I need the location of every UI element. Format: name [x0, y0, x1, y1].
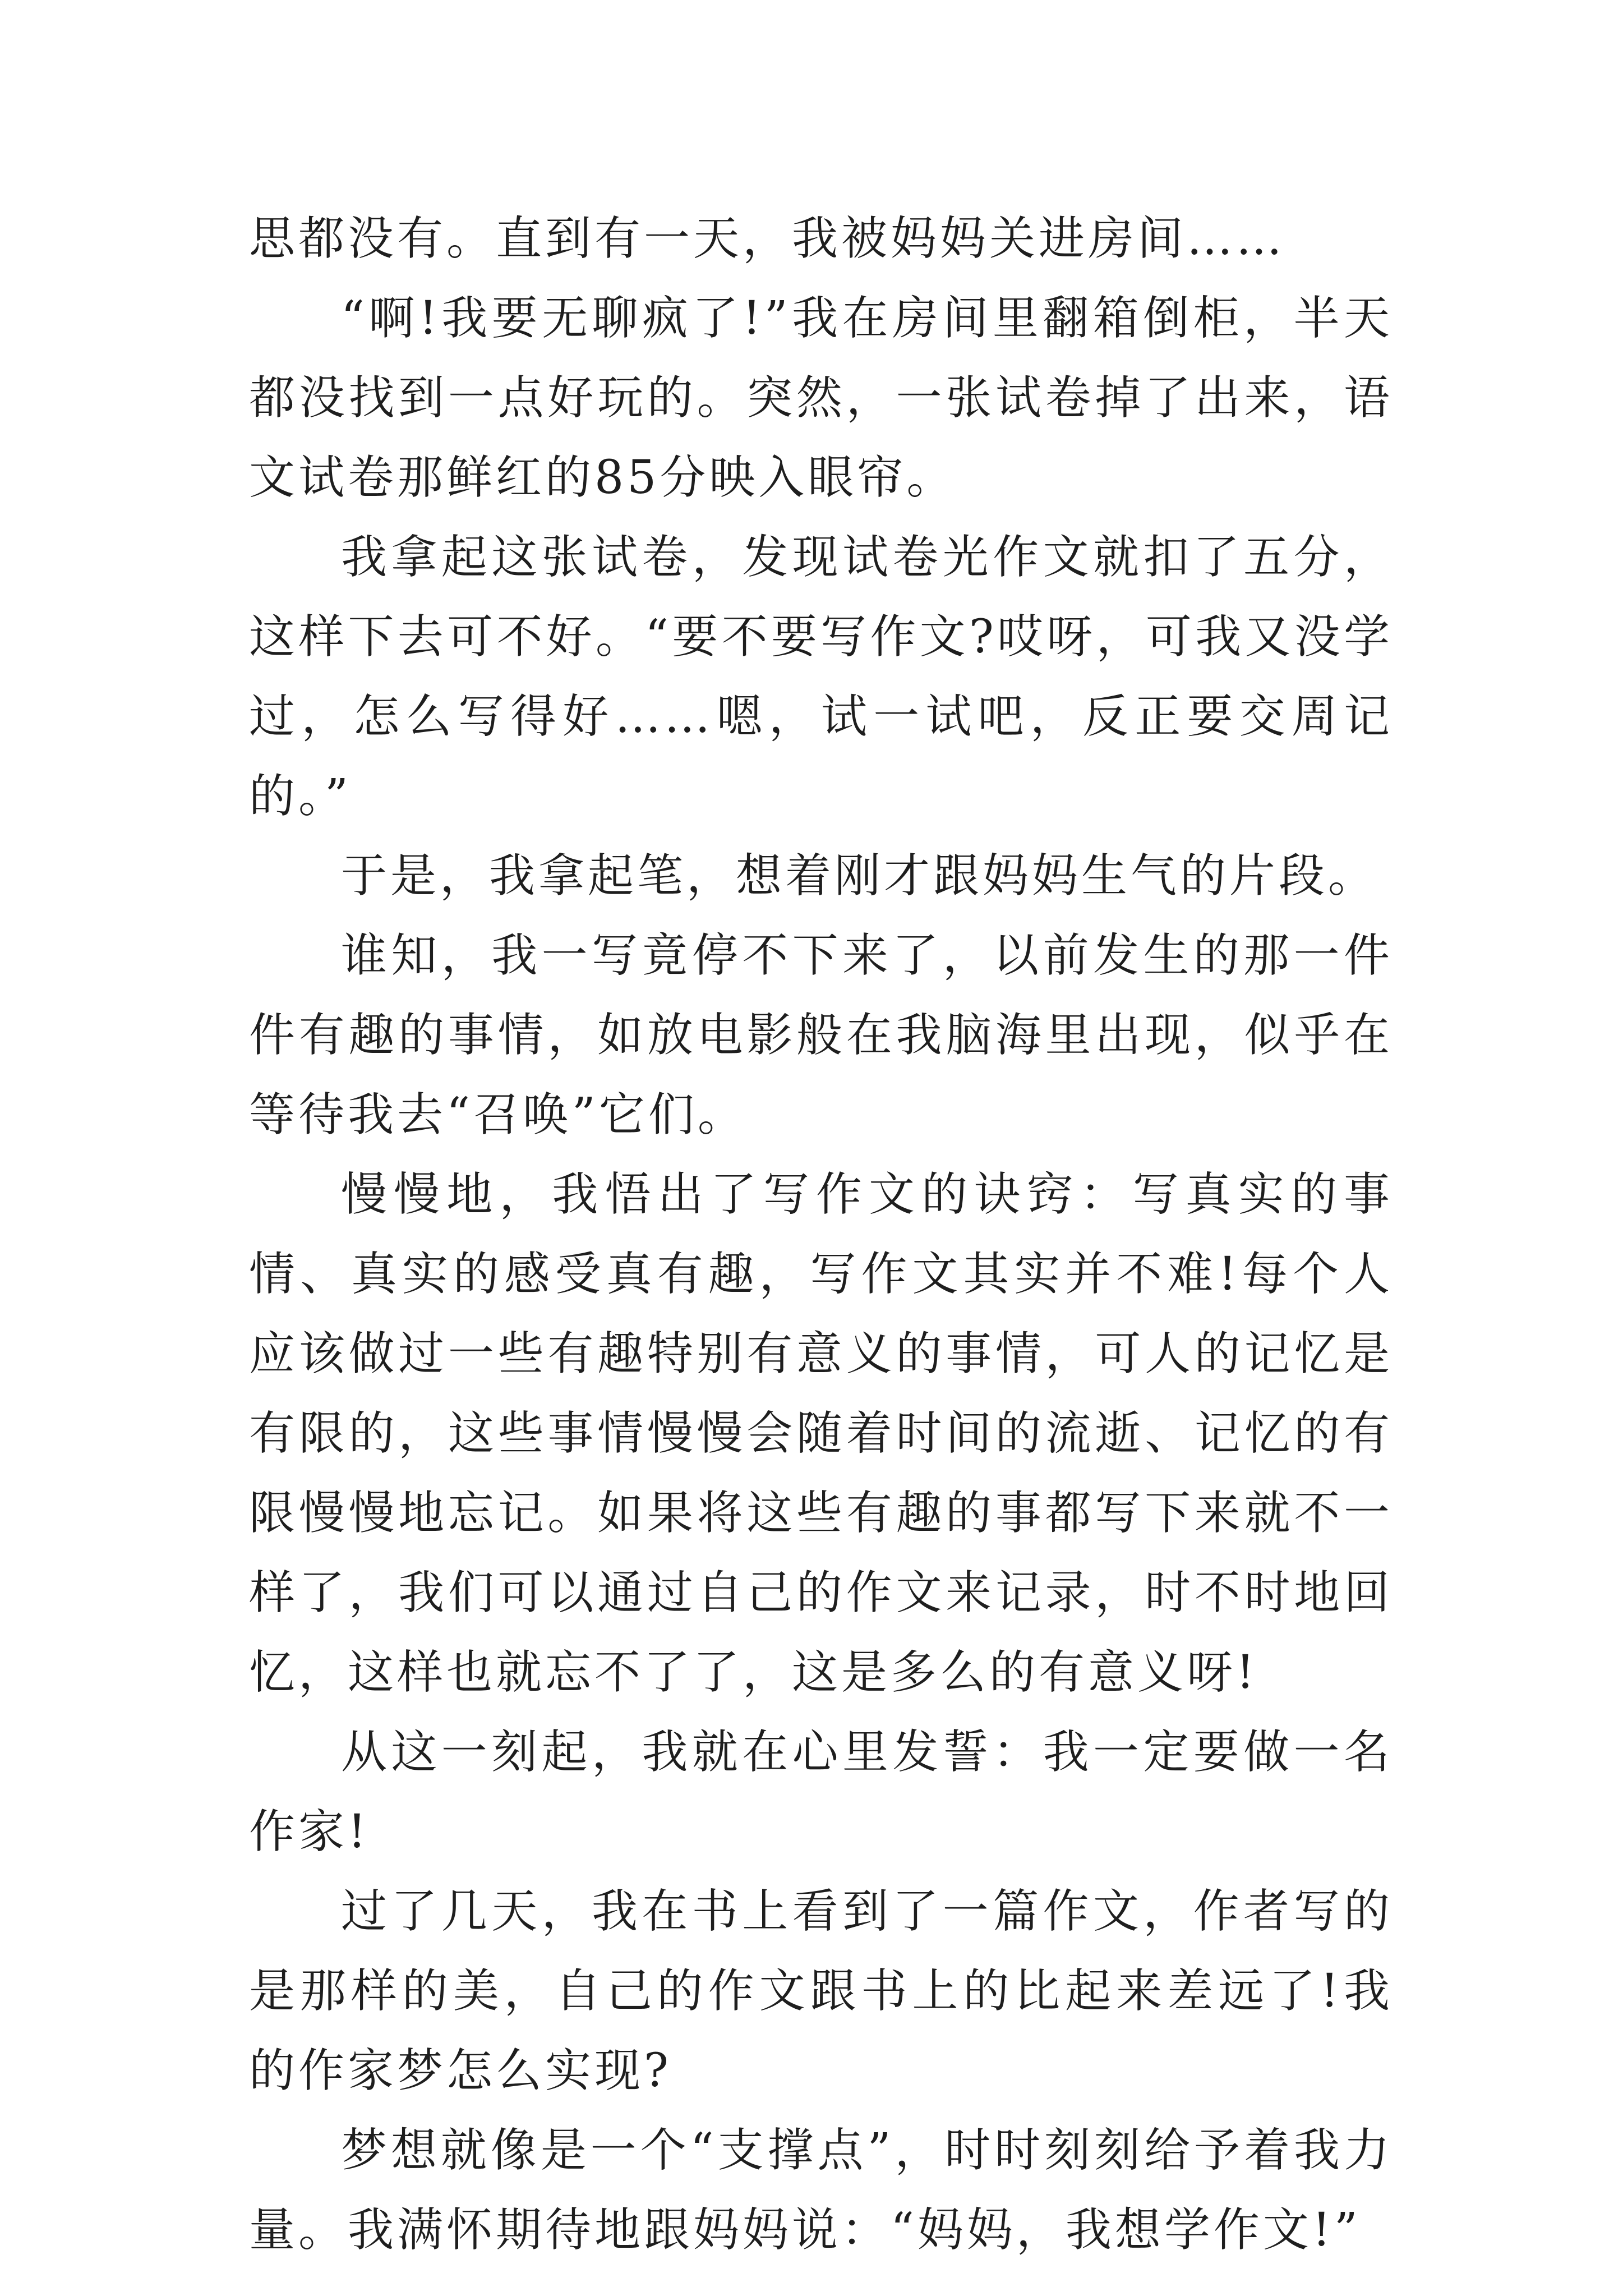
paragraph-6: 慢慢地，我悟出了写作文的诀窍：写真实的事情、真实的感受真有趣，写作文其实并不难!每个人应该做过一些有趣特别有意义的事情，可人的记忆是有限的，这些事情慢慢会随着时间的流逝、记忆的有限慢慢地忘记。如果将这些有趣的事都写下来就不一样了，我们可以通过自己的作文来记录，时不时地回忆，这样也就忘不了了，这是多么的有意义呀!	[249, 1168, 1393, 1699]
paragraph-1: 思都没有。直到有一天，我被妈妈关进房间……	[249, 212, 1286, 265]
paragraph-3: 我拿起这张试卷，发现试卷光作文就扣了五分，这样下去可不好。“要不要写作文?哎呀，可我又没学过，怎么写得好……嗯，试一试吧，反正要交周记的。”	[249, 531, 1393, 823]
paragraph-4: 于是，我拿起笔，想着刚才跟妈妈生气的片段。	[341, 849, 1378, 903]
document-body	[249, 199, 1393, 2270]
paragraph-7: 从这一刻起，我就在心里发誓：我一定要做一名作家!	[249, 1726, 1393, 1858]
paragraph-5: 谁知，我一写竟停不下来了，以前发生的那一件件有趣的事情，如放电影般在我脑海里出现，似乎在等待我去“召唤”它们。	[249, 929, 1393, 1142]
paragraph-2: “啊!我要无聊疯了!”我在房间里翻箱倒柜，半天都没找到一点好玩的。突然，一张试卷掉了出来，语文试卷那鲜红的85分映入眼帘。	[249, 292, 1393, 504]
paragraph-9: 梦想就像是一个“支撑点”，时时刻刻给予着我力量。我满怀期待地跟妈妈说：“妈妈，我想学作文!”	[249, 2124, 1393, 2257]
paragraph-8: 过了几天，我在书上看到了一篇作文，作者写的是那样的美，自己的作文跟书上的比起来差远了!我的作家梦怎么实现?	[249, 1885, 1393, 2097]
